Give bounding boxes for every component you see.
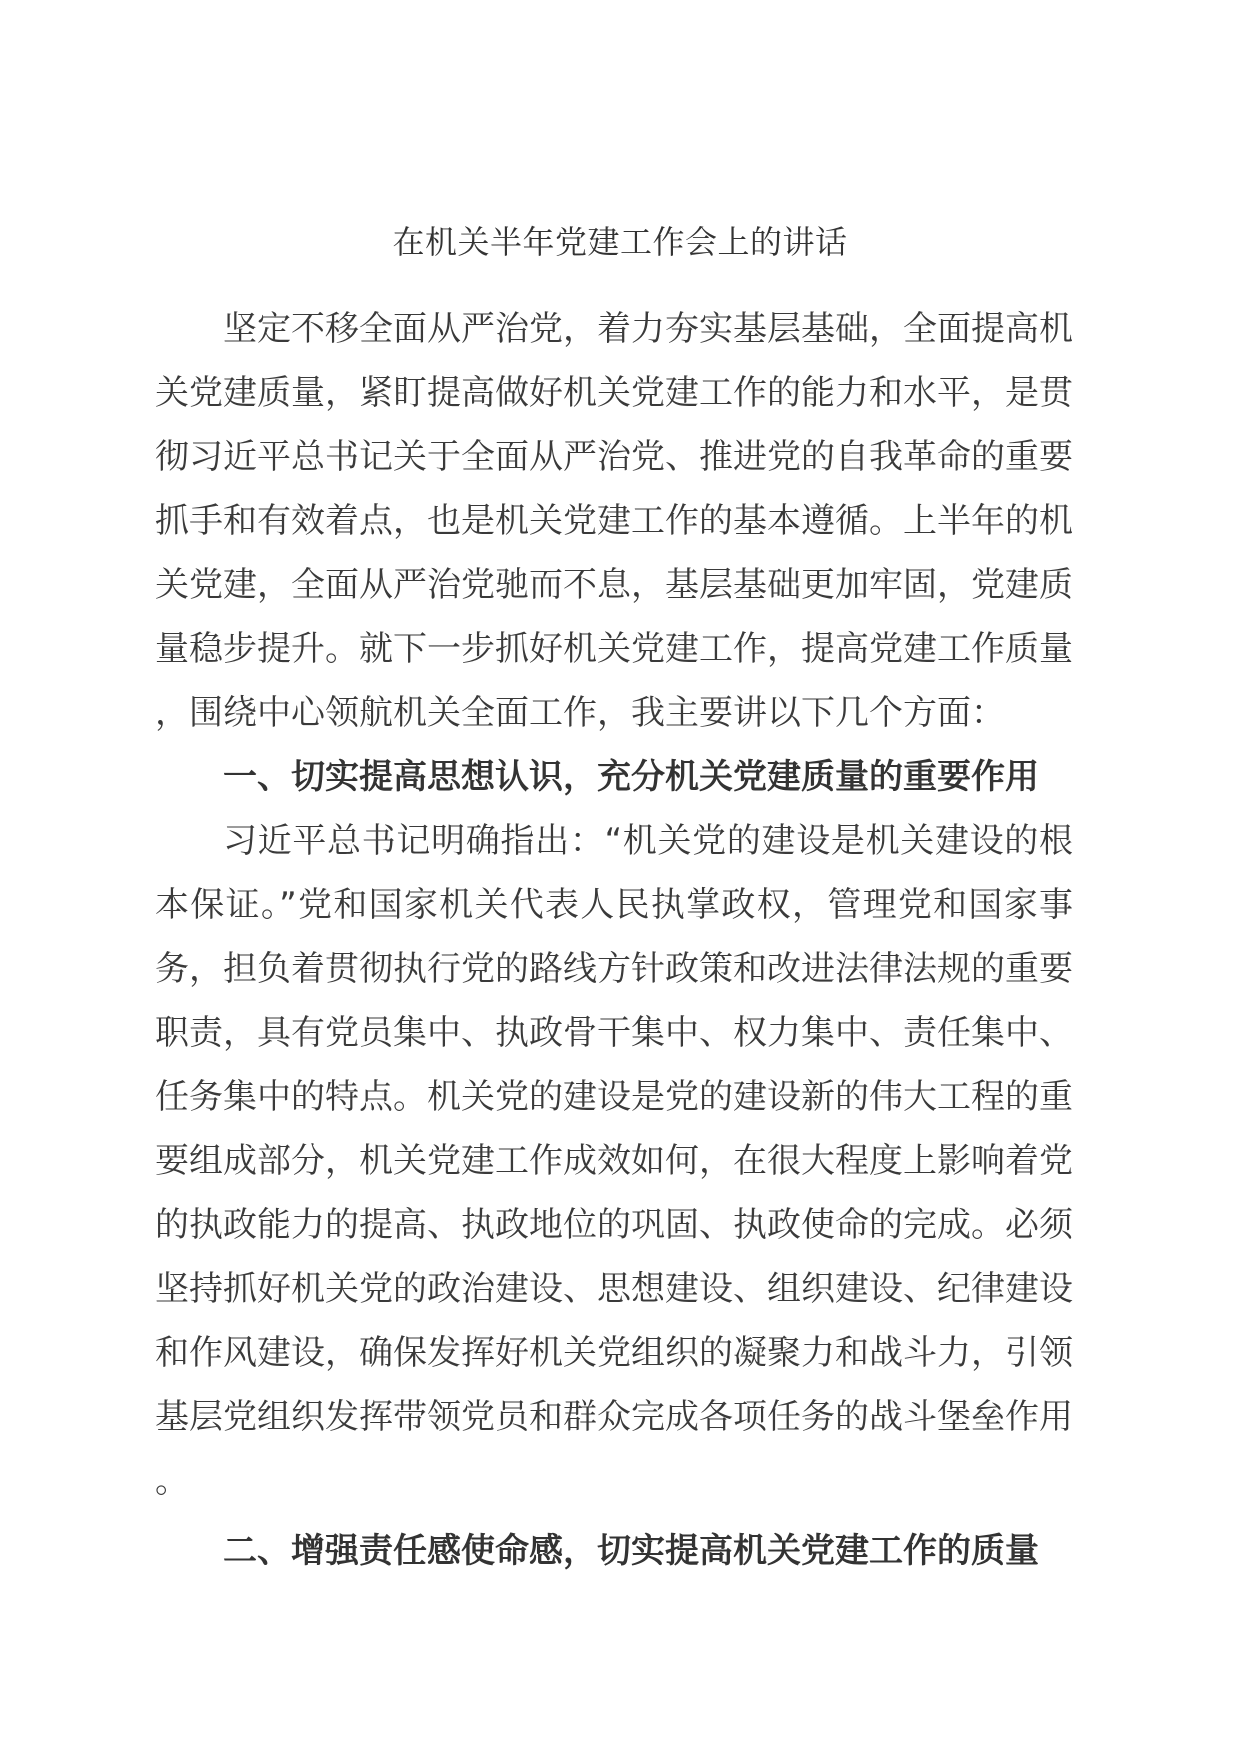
document-title: 在机关半年党建工作会上的讲话 [392, 223, 848, 261]
section-heading-1: 一、切实提高思想认识，充分机关党建质量的重要作用 [223, 757, 1039, 797]
intro-paragraph: 坚定不移全面从严治党，着力夯实基层基础，全面提高机关党建质量，紧盯提高做好机关党建工作的能力和水平，是贯彻习近平总书记关于全面从严治党、推进党的自我革命的重要抓手和有效着点，也是机关党建工作的基本遵循。上半年的机关党建，全面从严治党驰而不息，基层基础更加牢固，党建质量稳步提升。就下一步抓好机关党建工作，提高党建工作质量，围绕中心领航机关全面工作，我主要讲以下几个方面： [155, 309, 1073, 733]
document-body [155, 297, 1073, 1583]
section-1-paragraph: 习近平总书记明确指出：“机关党的建设是机关建设的根本保证。”党和国家机关代表人民执掌政权，管理党和国家事务，担负着贯彻执行党的路线方针政策和改进法律法规的重要职责，具有党员集中、执政骨干集中、权力集中、责任集中、任务集中的特点。机关党的建设是党的建设新的伟大工程的重要组成部分，机关党建工作成效如何，在很大程度上影响着党的执政能力的提高、执政地位的巩固、执政使命的完成。必须坚持抓好机关党的政治建设、思想建设、组织建设、纪律建设和作风建设，确保发挥好机关党组织的凝聚力和战斗力，引领基层党组织发挥带领党员和群众完成各项任务的战斗堡垒作用。 [155, 821, 1073, 1501]
section-heading-2: 二、增强责任感使命感，切实提高机关党建工作的质量 [223, 1531, 1039, 1571]
